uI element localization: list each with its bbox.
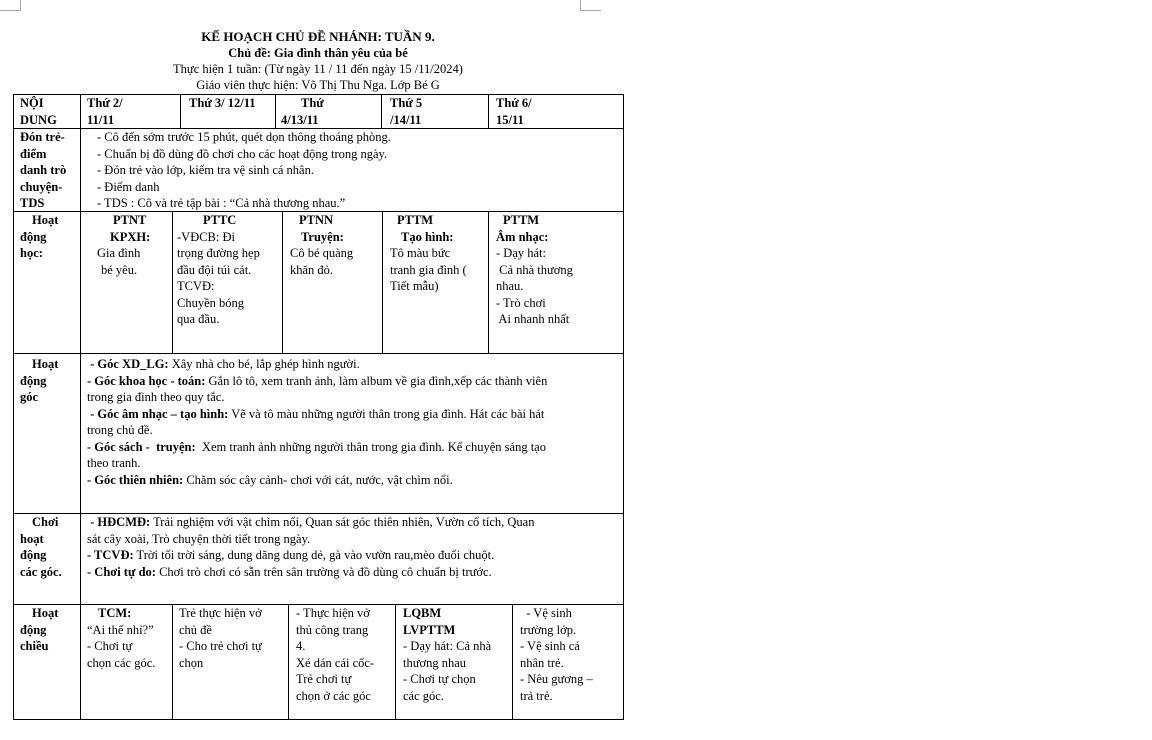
afternoon-label: Hoạt động chiều [20, 606, 59, 653]
head-day4-label: Thứ 5 /14/11 [390, 96, 423, 127]
plan-title: KẾ HOẠCH CHỦ ĐỀ NHÁNH: TUẦN 9. [201, 29, 435, 44]
learning-day3: PTNN Truyện: Cô bé quàng khăn đỏ. [290, 213, 354, 277]
outdoor-label-cell [13, 513, 81, 605]
outdoor-content: - HĐCMĐ: Trải nghiệm với vật chìm nổi, Quan sát góc thiên nhiên, Vườn cổ tích, Quan sát cây xoài, Trò chuyện thời tiết trong ngày. - TCVĐ: Trời tối trời sáng, dung dăng dung dẻ, gà vào vườn rau,mèo đuổi chuột. - Chơi tự do: Chơi trò chơi có sẵn trên sân trường và đồ dùng cô chuẩn bị trước. [87, 515, 535, 579]
head-col0-label: NỘI DUNG [20, 96, 57, 127]
head-day1-cell [80, 94, 181, 129]
head-day4-cell [381, 94, 489, 129]
learning-day4-cell [382, 211, 489, 354]
outdoor-label: Chơi hoạt động các góc. [20, 515, 62, 579]
head-day1-label: Thứ 2/ 11/11 [87, 96, 123, 127]
learning-day1-cell [80, 211, 173, 354]
welcome-label: Đón trẻ- điểm danh trò chuyện- TDS [20, 130, 67, 210]
head-col0-cell [13, 94, 81, 129]
learning-day5-cell [488, 211, 624, 354]
learning-day3-cell [282, 211, 383, 354]
topic-line: Chủ đề: Gia đình thân yêu của bé [228, 46, 408, 60]
corner-content-cell [80, 353, 624, 514]
head-day5-label: Thứ 6/ 15/11 [496, 96, 532, 127]
welcome-content: - Cô đến sớm trước 15 phút, quét dọn thông thoáng phòng. - Chuẩn bị đồ dùng đồ chơi cho các hoạt động trong ngày. - Đón trẻ vào lớp, kiểm tra vệ sinh cá nhân. - Điểm danh - TDS : Cô và trẻ tập bài : “Cả nhà thương nhau.” [97, 130, 391, 210]
learning-day2-cell [172, 211, 283, 354]
crop-mark-left [0, 0, 21, 11]
outdoor-content-cell [80, 513, 624, 605]
afternoon-day1-cell [80, 604, 173, 720]
learning-label-cell [13, 211, 81, 354]
crop-mark-right [580, 0, 601, 11]
afternoon-label-cell [13, 604, 81, 720]
learning-day2: PTTC -VĐCB: Đi trọng đường hẹp đầu đội túi cát. TCVĐ: Chuyền bóng qua đầu. [177, 213, 260, 326]
afternoon-day2-cell [172, 604, 289, 720]
head-day2-label: Thứ 3/ 12/11 [189, 96, 256, 110]
welcome-content-cell [80, 128, 624, 212]
afternoon-day1: TCM: “Ai thế nhỉ?” - Chơi tự chọn các góc. [87, 606, 156, 670]
teacher-line: Giáo viên thực hiện: Võ Thị Thu Nga. Lớp Bé G [196, 78, 440, 92]
afternoon-day2: Trẻ thực hiện vở chủ đề - Cho trẻ chơi tự chọn [179, 606, 262, 670]
head-day5-cell [488, 94, 624, 129]
learning-day1: PTNT KPXH: Gia đình bé yêu. [97, 213, 151, 277]
learning-day4: PTTM Tạo hình: Tô màu bức tranh gia đình ( Tiết mẫu) [390, 213, 467, 293]
corner-label-cell [13, 353, 81, 514]
duration-line: Thực hiện 1 tuần: (Từ ngày 11 / 11 đến ngày 15 /11/2024) [173, 62, 463, 76]
afternoon-day5-cell [512, 604, 624, 720]
head-day3-label: Thứ 4/13/11 [281, 96, 324, 127]
afternoon-day5: - Vệ sinh trường lớp. - Vệ sinh cá nhân trẻ. - Nêu gương – trả trẻ. [520, 606, 593, 703]
corner-content: - Góc XD_LG: Xây nhà cho bé, lắp ghép hình người. - Góc khoa học - toán: Gắn lô tô, xem tranh ảnh, làm album về gia đình,xếp các thành viên trong gia đình theo quy tắc. - Góc âm nhạc – tạo hình: Vẽ và tô màu những người thân trong gia đình. Hát các bài hát trong chủ đề. - Góc sách - truyện: Xem tranh ảnh những người thân trong gia đình. Kể chuyện sáng tạo theo tranh. - Góc thiên nhiên: Chăm sóc cây cảnh- chơi với cát, nước, vật chìm nổi. [87, 357, 548, 487]
afternoon-day4: LQBM LVPTTM - Dạy hát: Cả nhà thương nhau - Chơi tự chọn các góc. [403, 606, 492, 703]
head-day3-cell [275, 94, 382, 129]
afternoon-day4-cell [395, 604, 513, 720]
welcome-label-cell [13, 128, 81, 212]
learning-label: Hoạt động học: [20, 213, 59, 260]
afternoon-day3: - Thực hiện vở thủ công trang 4. Xé dán cái cốc- Trẻ chơi tự chọn ở các góc [296, 606, 375, 703]
learning-day5: PTTM Âm nhạc: - Dạy hát: Cả nhà thương nhau. - Trò chơi Ai nhanh nhất [496, 213, 573, 326]
head-day2-cell [180, 94, 276, 129]
afternoon-day3-cell [288, 604, 396, 720]
corner-label: Hoạt động góc [20, 357, 59, 404]
